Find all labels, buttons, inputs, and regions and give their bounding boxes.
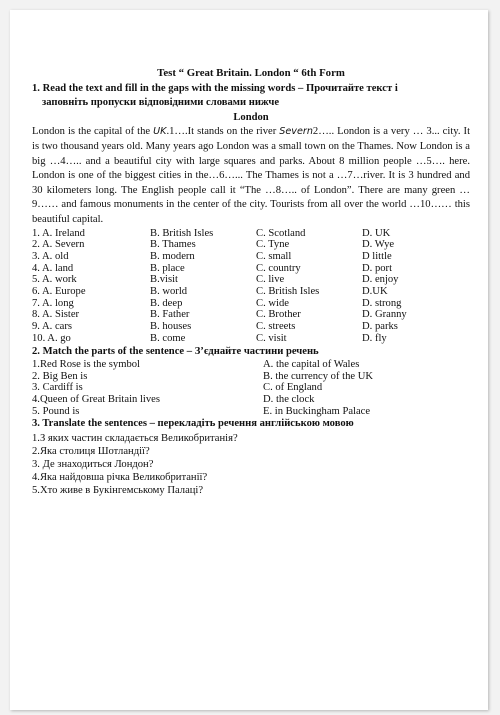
sentence-end: C. of England (263, 382, 323, 394)
options-row (32, 286, 470, 298)
handwritten-answer-1: UK (153, 126, 167, 138)
translation-questions (32, 432, 470, 497)
option-c: C. country (256, 262, 301, 274)
options-row (32, 274, 470, 286)
option-c: C. small (256, 250, 292, 262)
options-row (32, 263, 470, 275)
options-row (32, 321, 470, 333)
task1-instruction-en: 1. Read the text and fill in the gaps with the missing words – (32, 82, 304, 94)
option-b: B. deep (150, 297, 183, 309)
translation-question: 4.Яка найдовша річка Великобританії? (32, 471, 208, 483)
option-c: C. streets (256, 321, 296, 333)
matching-row (32, 371, 470, 383)
sentence-end: B. the currency of the UK (263, 370, 374, 382)
options-row (32, 298, 470, 310)
option-b: B. houses (150, 321, 192, 333)
matching-table (32, 359, 470, 417)
option-c: C. Tyne (256, 239, 290, 251)
option-b: B. British Isles (150, 227, 214, 239)
options-row (32, 239, 470, 251)
translation-question: 5.Хто живе в Букінгемському Палаці? (32, 484, 204, 496)
option-d: D. parks (362, 321, 398, 333)
options-row (32, 333, 470, 345)
option-a: 9. A. cars (32, 321, 73, 333)
worksheet-content (32, 66, 470, 497)
sentence-start: 2. Big Ben is (32, 370, 88, 382)
option-a: 1. A. Ireland (32, 227, 85, 239)
translation-question: 3. Де знаходиться Лондон? (32, 458, 154, 470)
sentence-start: 3. Cardiff is (32, 382, 83, 394)
option-a: 7. A. long (32, 297, 74, 309)
option-c: C. British Isles (256, 286, 320, 298)
option-b: B. place (150, 262, 185, 274)
option-c: C. live (256, 274, 285, 286)
matching-row (32, 406, 470, 418)
option-a: 4. A. land (32, 262, 74, 274)
option-c: C. wide (256, 297, 289, 309)
option-d: D. UK (362, 227, 391, 239)
option-d: D.UK (362, 286, 388, 298)
option-c: C. Brother (256, 309, 301, 321)
task3-instruction: 3. Translate the sentences – перекладіть речення англійською мовою (32, 418, 354, 430)
options-row (32, 228, 470, 240)
test-title: Test “ Great Britain. London “ 6th Form (157, 67, 345, 79)
handwritten-answer-2: Severn (279, 126, 313, 138)
translation-question: 2.Яка столиця Шотландії? (32, 445, 150, 457)
matching-row (32, 382, 470, 394)
reading-text (32, 125, 470, 227)
reading-text-part-3: 2….. London is a very … 3... city. It is two thousand years old. Many years ago London was a small town on the Thames. Now London is a big …4….. and a beautiful city with large squares and parks. About 8 million people …5…. here. London is one of the biggest cities in the…6…... The Thames is not a …7…river. It is 3 hundred and 30 kilometers long. The English people call it “The …8….. of London”. There are many green …9…… and famous monuments in the center of the city. Tourists from all over the world …10…… this beautiful capital. (32, 126, 471, 225)
sentence-start: 1.Red Rose is the symbol (32, 359, 140, 371)
option-b: B. modern (150, 250, 195, 262)
sentence-end: E. in Buckingham Palace (263, 405, 371, 417)
text-heading: London (233, 111, 269, 123)
option-b: B. world (150, 286, 188, 298)
reading-text-part-2: .1….It stands on the river (166, 126, 280, 138)
option-d: D. Wye (362, 239, 395, 251)
option-a: 3. A. old (32, 250, 69, 262)
option-a: 2. A. Severn (32, 239, 85, 251)
option-c: C. Scotland (256, 227, 306, 239)
task2-instruction: 2. Match the parts of the sentence – З’єднайте частини речень (32, 345, 319, 357)
option-d: D. strong (362, 297, 402, 309)
option-a: 6. A. Europe (32, 286, 86, 298)
matching-row (32, 394, 470, 406)
option-b: B. come (150, 332, 186, 344)
reading-text-part-1: London is the capital of the (32, 126, 154, 138)
option-b: B. Thames (150, 239, 196, 251)
answer-options-table (32, 228, 470, 345)
option-d: D. fly (362, 332, 387, 344)
option-d: D. enjoy (362, 274, 399, 286)
options-row (32, 251, 470, 263)
option-a: 5. A. work (32, 274, 77, 286)
sentence-end: D. the clock (263, 393, 315, 405)
sentence-start: 4.Queen of Great Britain lives (32, 393, 160, 405)
option-a: 8. A. Sister (32, 309, 80, 321)
options-row (32, 309, 470, 321)
option-d: D little (362, 250, 392, 262)
translation-question: 1.З яких частин складається Великобританія? (32, 432, 238, 444)
sentence-end: A. the capital of Wales (263, 359, 360, 371)
document-page (10, 10, 488, 710)
option-b: B. Father (150, 309, 190, 321)
matching-row (32, 359, 470, 371)
option-d: D. port (362, 262, 393, 274)
option-d: D. Granny (362, 309, 407, 321)
task1-instruction-ua-2: заповніть пропуски відповідними словами нижче (42, 97, 280, 109)
option-b: B.visit (150, 274, 178, 286)
task1-instruction-ua-1: Прочитайте текст і (306, 82, 398, 94)
sentence-start: 5. Pound is (32, 405, 80, 417)
task1-instruction (32, 82, 470, 97)
option-c: C. visit (256, 332, 287, 344)
option-a: 10. A. go (32, 332, 71, 344)
